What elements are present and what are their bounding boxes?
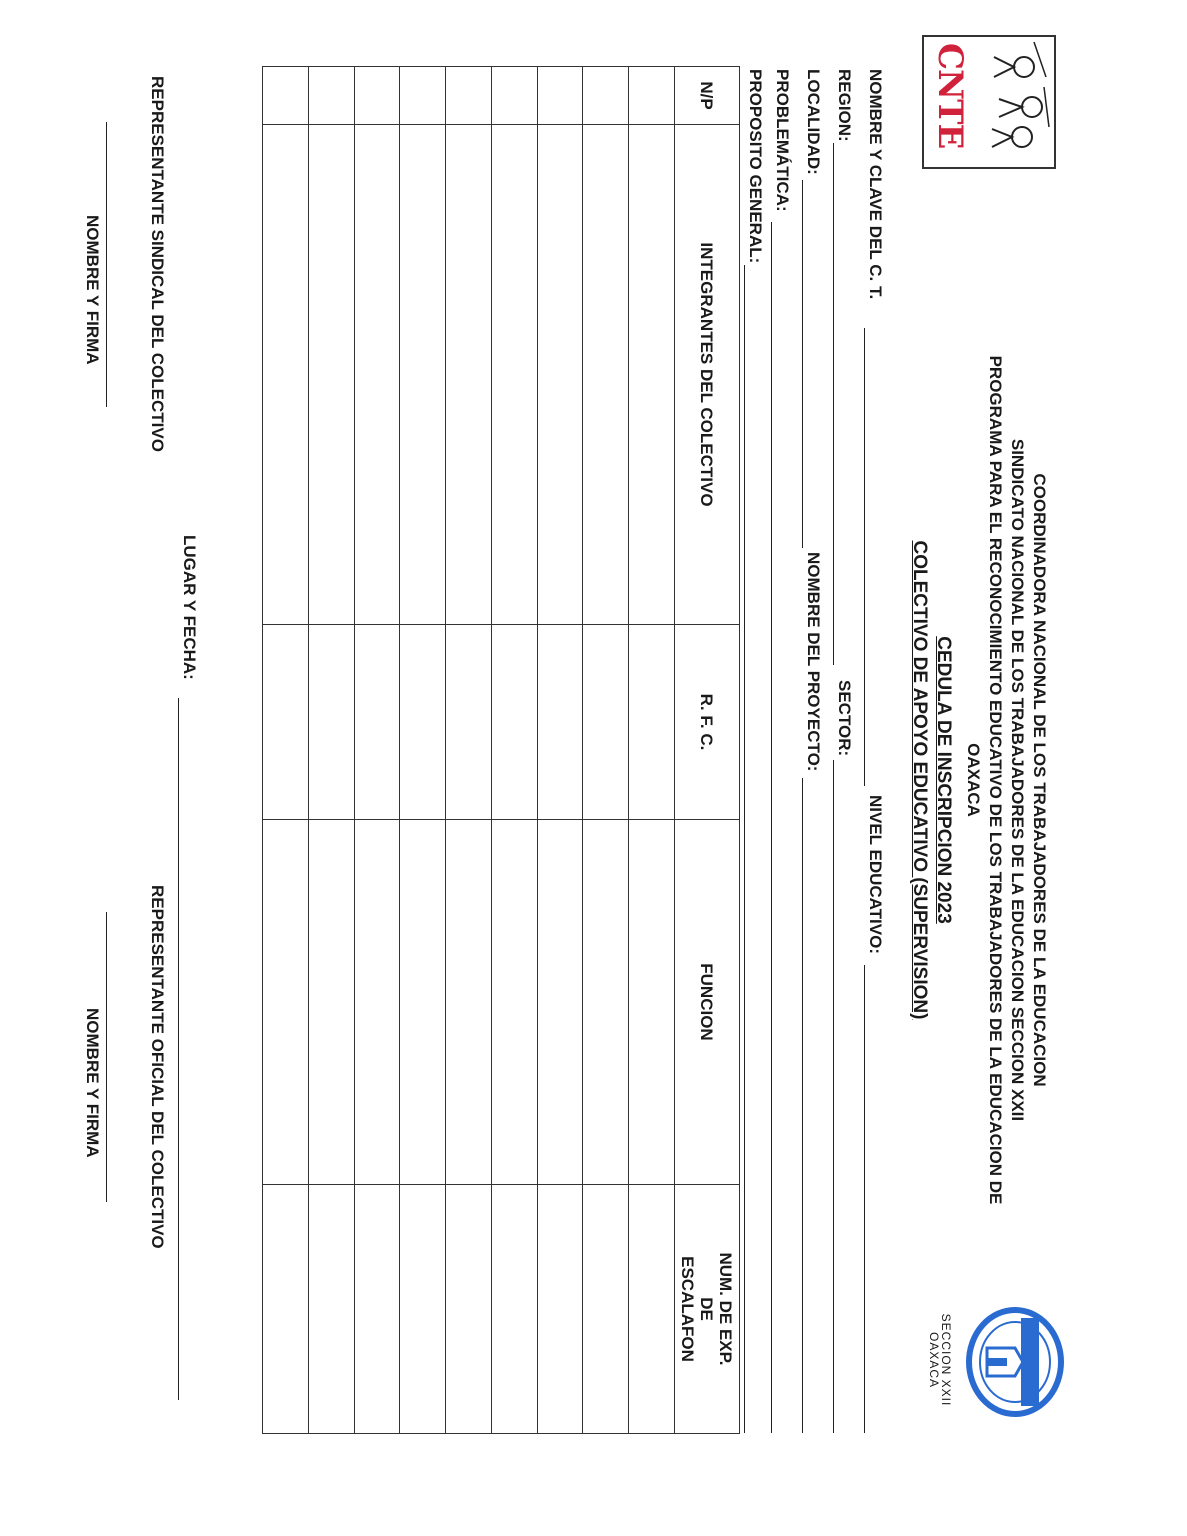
table-row <box>491 67 537 1434</box>
table-cell[interactable] <box>354 625 400 820</box>
table-cell[interactable] <box>308 625 354 820</box>
table-cell[interactable] <box>263 67 309 125</box>
table-body <box>263 67 675 1434</box>
table-cell[interactable] <box>354 125 400 625</box>
table-cell[interactable] <box>308 125 354 625</box>
table-cell[interactable] <box>446 67 492 125</box>
problematica-line[interactable] <box>771 222 772 1433</box>
localidad-label: LOCALIDAD: <box>804 69 823 175</box>
table-row <box>308 67 354 1434</box>
rep-oficial-label: REPRESENTANTE OFICIAL DEL COLECTIVO <box>148 885 167 1249</box>
table-cell[interactable] <box>263 125 309 625</box>
clave-label: NOMBRE Y CLAVE DEL C. T. <box>866 69 885 300</box>
firma-oficial-label: NOMBRE Y FIRMA <box>83 1008 102 1158</box>
region-line[interactable] <box>833 143 834 665</box>
seal-line-2: OAXACA <box>927 1331 941 1388</box>
table-header-row <box>675 67 740 1434</box>
table-cell[interactable] <box>400 625 446 820</box>
lugar-fecha-line[interactable] <box>178 698 179 1400</box>
localidad-line[interactable] <box>802 180 803 548</box>
header-line-2: SINDICATO NACIONAL DE LOS TRABAJADORES DE LA EDUCACION SECCION XXII <box>1008 438 1027 1122</box>
col-integrantes: INTEGRANTES DEL COLECTIVO <box>675 125 740 625</box>
table-row <box>629 67 675 1434</box>
table-row <box>263 67 309 1434</box>
table-cell[interactable] <box>491 820 537 1185</box>
table-cell[interactable] <box>629 1185 675 1434</box>
proyecto-label: NOMBRE DEL PROYECTO: <box>804 552 823 772</box>
table-cell[interactable] <box>537 67 583 125</box>
col-rfc: R. F. C. <box>675 625 740 820</box>
problematica-label: PROBLEMÁTICA: <box>773 69 792 212</box>
table-cell[interactable] <box>308 1185 354 1434</box>
nivel-label: NIVEL EDUCATIVO: <box>866 795 885 954</box>
proyecto-line[interactable] <box>802 778 803 1433</box>
firma-sindical-label: NOMBRE Y FIRMA <box>83 215 102 365</box>
table-cell[interactable] <box>354 820 400 1185</box>
table-row <box>400 67 446 1434</box>
cnte-logo-text: CNTE <box>930 43 970 149</box>
header-line-4: OAXACA <box>964 743 983 817</box>
table-cell[interactable] <box>537 820 583 1185</box>
table-cell[interactable] <box>308 820 354 1185</box>
table-cell[interactable] <box>400 1185 446 1434</box>
sector-label: SECTOR: <box>835 680 854 757</box>
table-cell[interactable] <box>583 67 629 125</box>
header-line-1: COORDINADORA NACIONAL DE LOS TRABAJADORES DE LA EDUCACION <box>1030 473 1049 1087</box>
firma-oficial-line[interactable] <box>106 912 107 1202</box>
clave-line[interactable] <box>864 328 865 786</box>
table-cell[interactable] <box>537 625 583 820</box>
snte-seal-icon <box>957 1300 1067 1420</box>
lugar-fecha-label: LUGAR Y FECHA: <box>180 535 199 680</box>
table-cell[interactable] <box>491 625 537 820</box>
table-cell[interactable] <box>446 820 492 1185</box>
table-cell[interactable] <box>354 67 400 125</box>
table-cell[interactable] <box>629 820 675 1185</box>
table-cell[interactable] <box>491 1185 537 1434</box>
table-cell[interactable] <box>354 1185 400 1434</box>
sector-line[interactable] <box>833 760 834 1433</box>
proposito-label: PROPOSITO GENERAL: <box>746 69 765 264</box>
table-cell[interactable] <box>491 67 537 125</box>
col-np: N/P <box>675 67 740 125</box>
table-cell[interactable] <box>446 125 492 625</box>
table-cell[interactable] <box>446 625 492 820</box>
proposito-line[interactable] <box>744 265 745 1433</box>
table-row <box>537 67 583 1434</box>
rep-sindical-label: REPRESENTANTE SINDICAL DEL COLECTIVO <box>148 76 167 452</box>
table-cell[interactable] <box>537 1185 583 1434</box>
table-cell[interactable] <box>263 820 309 1185</box>
table-cell[interactable] <box>491 125 537 625</box>
table-cell[interactable] <box>583 125 629 625</box>
table-cell[interactable] <box>308 67 354 125</box>
form-subtitle: COLECTIVO DE APOYO EDUCATIVO (SUPERVISION) <box>909 540 930 1020</box>
table-cell[interactable] <box>400 820 446 1185</box>
form-title: CEDULA DE INSCRIPCION 2023 <box>933 636 954 924</box>
table-row <box>446 67 492 1434</box>
nivel-line[interactable] <box>864 965 865 1433</box>
col-funcion: FUNCION <box>675 820 740 1185</box>
header-line-3: PROGRAMA PARA EL RECONOCIMIENTO EDUCATIVO DE LOS TRABAJADORES DE LA EDUCACION DE <box>986 355 1005 1205</box>
table-cell[interactable] <box>537 125 583 625</box>
table-cell[interactable] <box>446 1185 492 1434</box>
table-cell[interactable] <box>583 820 629 1185</box>
table-cell[interactable] <box>629 125 675 625</box>
snte-seal <box>927 1300 1067 1420</box>
col-escalafon: NUM. DE EXP. DE ESCALAFON <box>675 1185 740 1434</box>
table-cell[interactable] <box>583 625 629 820</box>
seal-line-1: SECCION XXII <box>939 1313 953 1407</box>
table-cell[interactable] <box>400 125 446 625</box>
table-row <box>354 67 400 1434</box>
table-cell[interactable] <box>263 625 309 820</box>
table-cell[interactable] <box>629 625 675 820</box>
table-cell[interactable] <box>629 67 675 125</box>
table-row <box>583 67 629 1434</box>
table-cell[interactable] <box>400 67 446 125</box>
table-cell[interactable] <box>583 1185 629 1434</box>
table-cell[interactable] <box>263 1185 309 1434</box>
firma-sindical-line[interactable] <box>106 122 107 407</box>
members-table <box>262 66 740 1434</box>
cnte-logo <box>922 35 1056 169</box>
region-label: REGION: <box>835 69 854 142</box>
